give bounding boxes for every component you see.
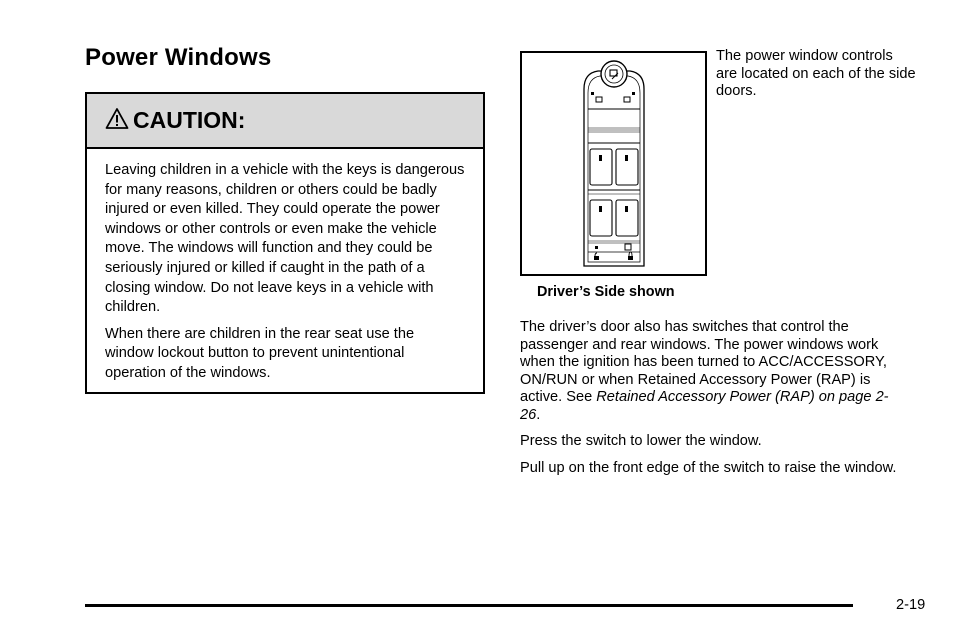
body-text-run: . [536, 406, 541, 423]
window-switch-figure [520, 51, 707, 276]
body-text [520, 319, 900, 486]
caution-header [87, 94, 483, 149]
body-paragraph: Press the switch to lower the window. [520, 433, 762, 449]
body-paragraph [520, 319, 900, 424]
caution-box [85, 92, 485, 394]
cross-reference-link[interactable]: Retained Accessory Power (RAP) on page 2-26 [520, 389, 889, 423]
caution-title: CAUTION: [133, 107, 246, 133]
page-number: 2-19 [896, 597, 926, 613]
page-title: Power Windows [85, 44, 272, 71]
body-paragraph: Pull up on the front edge of the switch to raise the window. [520, 459, 897, 476]
intro-paragraph: The power window controls are located on each of the side doors. [716, 48, 916, 99]
caution-paragraph: Leaving children in a vehicle with the keys is dangerous for many reasons, children or others could be badly injured or even killed. They could operate the power windows or other controls or even make the vehicle move. The windows will function and they could be seriously injured or killed if caught in the path of a closing window. Do not leave keys in a vehicle with children. [105, 162, 465, 316]
body-text-run: The driver’s door also has switches that control the passenger and rear windows. The power windows work when the ignition has been turned to ACC/ACCESSORY, ON/RUN or when Retained Accessory Power (RAP) is active. See [520, 319, 887, 405]
caution-body [87, 149, 483, 384]
warning-triangle-icon [105, 107, 129, 131]
figure-caption: Driver’s Side shown [537, 284, 675, 300]
footer-rule [85, 604, 853, 607]
door-switch-panel-illustration [522, 53, 705, 274]
caution-paragraph: When there are children in the rear seat use the window lockout button to prevent unintentional operation of the windows. [105, 325, 415, 381]
